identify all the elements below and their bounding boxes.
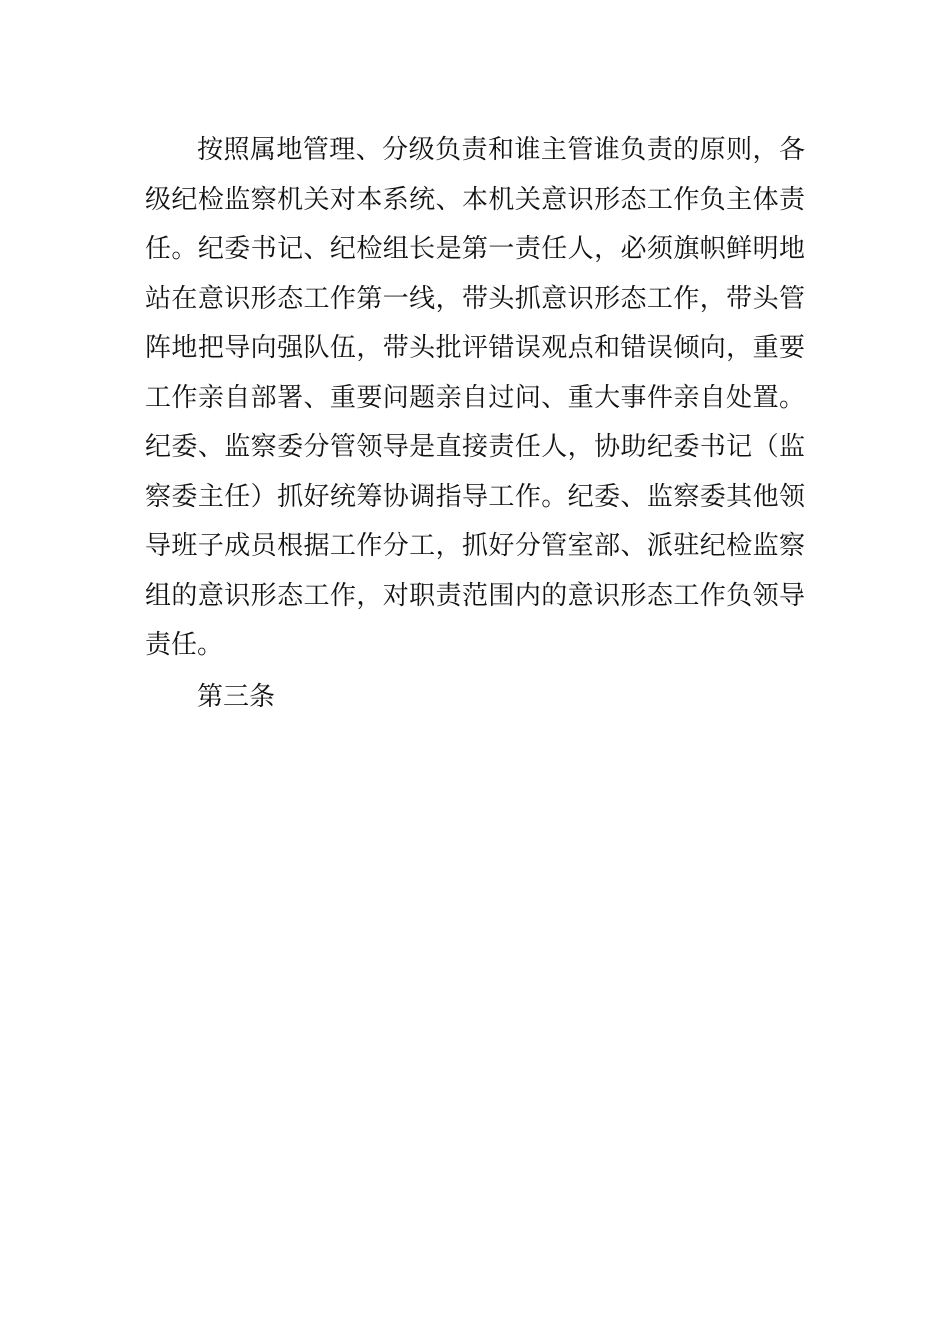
paragraph-line: 责任。 — [145, 630, 224, 660]
paragraph-line: 纪委、监察委分管领导是直接责任人，协助纪委书记（监 — [145, 432, 805, 462]
paragraph-line: 站在意识形态工作第一线，带头抓意识形态工作，带头管 — [145, 283, 805, 314]
paragraph-line: 工作亲自部署、重要问题亲自过问、重大事件亲自处置。 — [145, 382, 805, 413]
paragraph-line: 级纪检监察机关对本系统、本机关意识形态工作负主体责 — [145, 184, 805, 215]
paragraph-line: 导班子成员根据工作分工，抓好分管室部、派驻纪检监察 — [145, 531, 805, 561]
paragraph-line: 察委主任）抓好统筹协调指导工作。纪委、监察委其他领 — [145, 481, 805, 512]
paragraph — [145, 126, 805, 671]
document-body — [145, 126, 805, 722]
article-heading: 第三条 — [197, 681, 276, 712]
paragraph-line: 任。纪委书记、纪检组长是第一责任人，必须旗帜鲜明地 — [145, 234, 805, 264]
paragraph-line: 阵地把导向强队伍，带头批评错误观点和错误倾向，重要 — [145, 333, 805, 363]
paragraph-line: 按照属地管理、分级负责和谁主管谁负责的原则，各 — [197, 135, 805, 165]
paragraph-line: 组的意识形态工作，对职责范围内的意识形态工作负领导 — [145, 580, 805, 611]
